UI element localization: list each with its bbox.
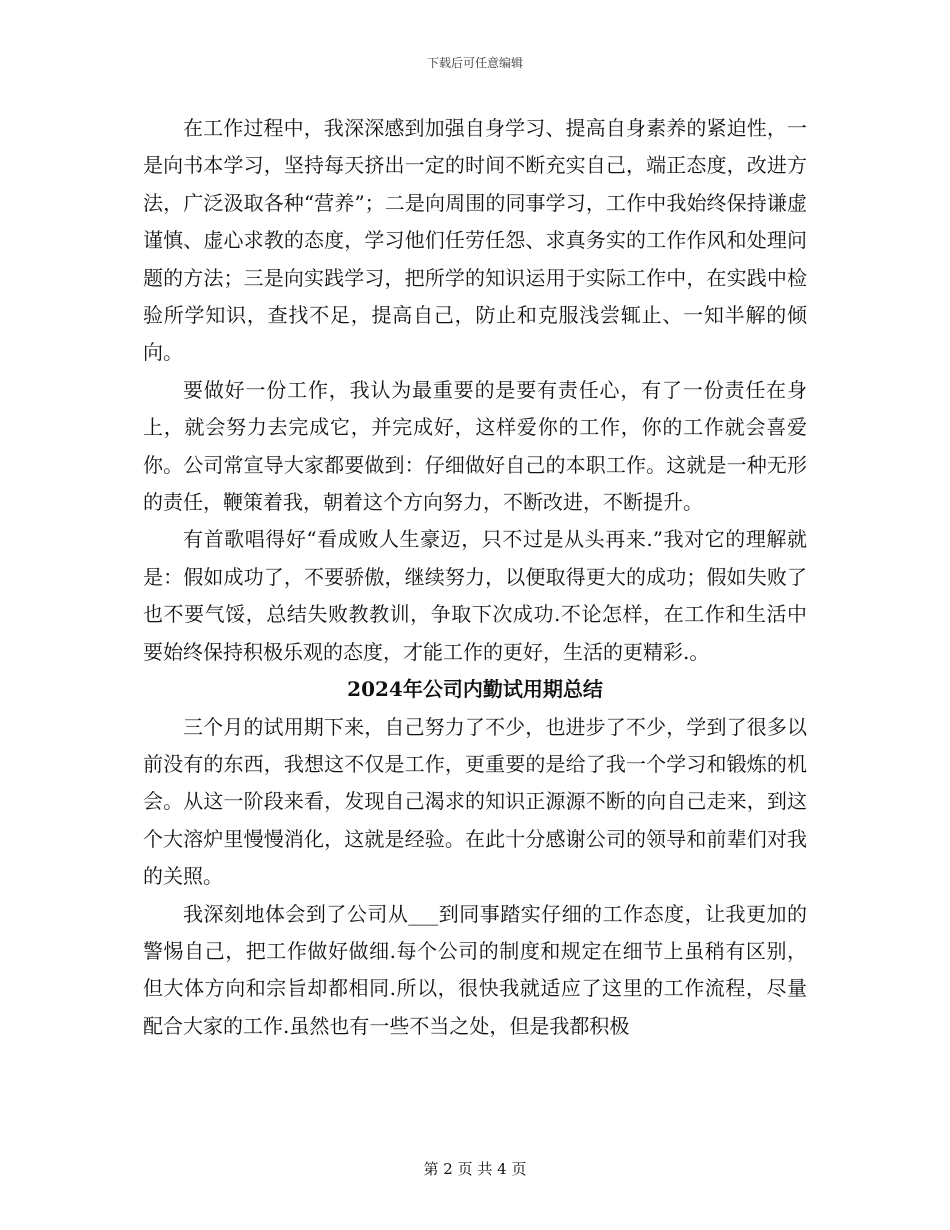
paragraph-responsibility: 要做好一份工作，我认为最重要的是要有责任心，有了一份责任在身上，就会努力去完成它，并完成好，这样爱你的工作，你的工作就会喜爱你。公司常宣导大家都要做到：仔细做好自己的本职工作。这就是一种无形的责任，鞭策着我，朝着这个方向努力，不断改进，不断提升。 [143,377,807,515]
paragraph-self-study: 在工作过程中，我深深感到加强自身学习、提高自身素养的紧迫性，一是向书本学习，坚持每天挤出一定的时间不断充实自己，端正态度，改进方法，广泛汲取各种“营养”；二是向周围的同事学习，工作中我始终保持谦虚谨慎、虚心求教的态度，学习他们任劳任怨、求真务实的工作作风和处理问题的方法；三是向实践学习，把所学的知识运用于实际工作中，在实践中检验所学知识，查找不足，提高自己，防止和克服浅尝辄止、一知半解的倾向。 [143,116,807,365]
page-number-footer: 第 2 页 共 4 页 [423,1160,527,1178]
page-header-note: 下载后可任意编辑 [426,56,523,70]
paragraph-work-attitude: 我深刻地体会到了公司从___到同事踏实仔细的工作态度，让我更加的警惕自己，把工作做好做细.每个公司的制度和规定在细节上虽稍有区别，但大体方向和宗旨却都相同.所以，很快我就适应了这里的工作流程，尽量配合大家的工作.虽然也有一些不当之处，但是我都积极 [143,901,807,1038]
paragraph-probation-intro: 三个月的试用期下来，自己努力了不少，也进步了不少，学到了很多以前没有的东西，我想这不仅是工作，更重要的是给了我一个学习和锻炼的机会。从这一阶段来看，发现自己渴求的知识正源源不断的向自己走来，到这个大溶炉里慢慢消化，这就是经验。在此十分感谢公司的领导和前辈们对我的关照。 [143,714,807,889]
section-title: 2024年公司内勤试用期总结 [347,677,603,702]
paragraph-song-quote: 有首歌唱得好“看成败人生豪迈，只不过是从头再来.”我对它的理解就是：假如成功了，不要骄傲，继续努力，以便取得更大的成功；假如失败了也不要气馁，总结失败教教训，争取下次成功.不论怎样，在工作和生活中要始终保持积极乐观的态度，才能工作的更好，生活的更精彩.。 [143,527,807,664]
document-body [143,110,807,1045]
